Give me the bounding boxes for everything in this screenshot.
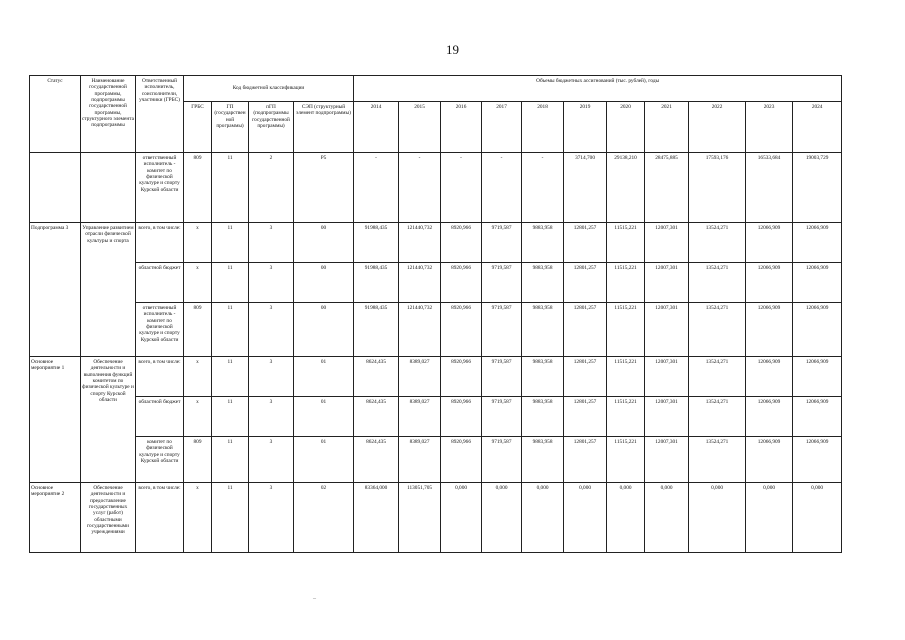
value-cell: 28475,885 [645,153,689,223]
pgp-cell: 3 [249,397,294,437]
grbs-cell: 809 [184,303,212,357]
name-cell [81,153,136,223]
value-cell: 9719,587 [482,437,522,483]
value-cell: 9883,958 [522,437,564,483]
status-cell [30,153,81,223]
value-cell: 12066,909 [793,357,842,397]
header-year: 2018 [522,102,564,153]
header-gp: ГП (государственной программы) [212,102,249,153]
value-cell: 11515,221 [607,397,645,437]
value-cell: 13524,271 [689,263,746,303]
value-cell: 91988,435 [354,223,399,263]
value-cell: 13524,271 [689,357,746,397]
value-cell: 0,000 [564,483,607,553]
value-cell: 11515,221 [607,357,645,397]
grbs-cell: x [184,483,212,553]
header-executor: Ответственный исполнитель, соисполнители, участники (ГРБС) [136,76,184,153]
value-cell: 12066,909 [793,263,842,303]
value-cell: 12007,301 [645,303,689,357]
gp-cell: 11 [212,153,249,223]
pgp-cell: 3 [249,357,294,397]
header-year: 2019 [564,102,607,153]
value-cell: 91988,435 [354,263,399,303]
value-cell: 0,000 [482,483,522,553]
value-cell: 12007,301 [645,357,689,397]
value-cell: 0,000 [522,483,564,553]
table-row [30,483,842,553]
executor-cell: областной бюджет [136,397,184,437]
value-cell: 12801,257 [564,223,607,263]
value-cell: 12007,301 [645,263,689,303]
value-cell: 0,000 [645,483,689,553]
pgp-cell: 3 [249,263,294,303]
value-cell: - [441,153,482,223]
grbs-cell: x [184,397,212,437]
sep-cell: 01 [294,437,354,483]
gp-cell: 11 [212,397,249,437]
value-cell: 12801,257 [564,357,607,397]
header-year: 2016 [441,102,482,153]
name-cell: Управление развитием отрасли физической культуры и спорта [81,223,136,357]
value-cell: 0,000 [689,483,746,553]
status-cell: Основное мероприятие 1 [30,357,81,483]
value-cell: 12066,909 [746,223,793,263]
value-cell: 8389,027 [399,357,441,397]
value-cell: - [354,153,399,223]
gp-cell: 11 [212,437,249,483]
table-body [30,153,842,553]
gp-cell: 11 [212,483,249,553]
gp-cell: 11 [212,223,249,263]
value-cell: 12066,909 [793,437,842,483]
gp-cell: 11 [212,303,249,357]
executor-cell: ответственный исполнитель - комитет по физической культуре и спорту Курской области [136,153,184,223]
value-cell: 12066,909 [793,397,842,437]
grbs-cell: x [184,263,212,303]
value-cell: 12066,909 [746,303,793,357]
budget-table [29,75,842,553]
value-cell: 9719,587 [482,263,522,303]
header-year: 2021 [645,102,689,153]
sep-cell: 00 [294,223,354,263]
value-cell: 3714,700 [564,153,607,223]
value-cell: 16533,684 [746,153,793,223]
header-year: 2022 [689,102,746,153]
value-cell: 8624,435 [354,437,399,483]
status-cell: Подпрограмма 3 [30,223,81,357]
sep-cell: 01 [294,397,354,437]
executor-cell: ответственный исполнитель - комитет по физической культуре и спорту Курской области [136,303,184,357]
value-cell: 9883,958 [522,357,564,397]
value-cell: 9719,587 [482,223,522,263]
value-cell: 12801,257 [564,437,607,483]
value-cell: 12066,909 [746,437,793,483]
table-row [30,303,842,357]
pgp-cell: 3 [249,303,294,357]
executor-cell: комитет по физической культуре и спорту Курской области [136,437,184,483]
value-cell: 13524,271 [689,397,746,437]
table-row [30,263,842,303]
pgp-cell: 3 [249,483,294,553]
value-cell: - [399,153,441,223]
pgp-cell: 2 [249,153,294,223]
status-cell: Основное мероприятие 2 [30,483,81,553]
pgp-cell: 3 [249,437,294,483]
header-year: 2024 [793,102,842,153]
header-grbs: ГРБС [184,102,212,153]
name-cell: Обеспечение деятельности и выполнения функций комитетом по физической культуре и спорту Курской области [81,357,136,483]
header-volume-group: Объемы бюджетных ассигнований (тыс. рублей), годы [354,76,842,102]
value-cell: 12066,909 [793,223,842,263]
value-cell: 0,000 [607,483,645,553]
value-cell: 12801,257 [564,303,607,357]
value-cell: 8389,027 [399,437,441,483]
value-cell: 0,000 [746,483,793,553]
value-cell: 9883,958 [522,223,564,263]
value-cell: 12801,257 [564,397,607,437]
executor-cell: всего, в том числе: [136,483,184,553]
executor-cell: областной бюджет [136,263,184,303]
table-row [30,153,842,223]
sep-cell: 00 [294,263,354,303]
footer-mark: – [313,596,316,602]
value-cell: 19003,729 [793,153,842,223]
header-year: 2014 [354,102,399,153]
value-cell: 8920,966 [441,357,482,397]
value-cell: 8920,966 [441,303,482,357]
executor-cell: всего, в том числе: [136,357,184,397]
value-cell: 8389,027 [399,397,441,437]
executor-cell: всего, в том числе: [136,223,184,263]
value-cell: 29138,210 [607,153,645,223]
sep-cell: 00 [294,303,354,357]
value-cell: 8920,966 [441,437,482,483]
value-cell: 9719,587 [482,397,522,437]
value-cell: 12066,909 [746,263,793,303]
value-cell: 0,000 [793,483,842,553]
header-year: 2015 [399,102,441,153]
table-row [30,437,842,483]
value-cell: 12066,909 [746,357,793,397]
grbs-cell: x [184,223,212,263]
table-row [30,397,842,437]
header-year: 2023 [746,102,793,153]
value-cell: 12007,301 [645,223,689,263]
sep-cell: 01 [294,357,354,397]
table-row [30,357,842,397]
value-cell: 113051,705 [399,483,441,553]
grbs-cell: 809 [184,153,212,223]
header-pgp: пГП (подпрограммы государственной программы) [249,102,294,153]
value-cell: 8624,435 [354,357,399,397]
value-cell: 0,000 [441,483,482,553]
table-row [30,223,842,263]
page-number: 19 [446,42,459,57]
value-cell: 11515,221 [607,303,645,357]
value-cell: 12066,909 [793,303,842,357]
value-cell: 12007,301 [645,397,689,437]
value-cell: - [482,153,522,223]
value-cell: 9719,587 [482,357,522,397]
value-cell: 13524,271 [689,303,746,357]
value-cell: 12066,909 [746,397,793,437]
value-cell: 9883,958 [522,397,564,437]
header-sep: СЭП (структурный элемент подпрограммы) [294,102,354,153]
value-cell: 8920,966 [441,263,482,303]
grbs-cell: 809 [184,437,212,483]
gp-cell: 11 [212,357,249,397]
value-cell: 9883,958 [522,263,564,303]
value-cell: 9719,587 [482,303,522,357]
value-cell: 11515,221 [607,223,645,263]
value-cell: 121440,732 [399,223,441,263]
value-cell: 13524,271 [689,223,746,263]
header-code-group: Код бюджетной классификации [184,76,354,102]
header-status: Статус [30,76,81,153]
value-cell: 12801,257 [564,263,607,303]
sep-cell: 02 [294,483,354,553]
header-name: Наименование государственной программы, подпрограммы государственной программы, структурного элемента подпрограммы [81,76,136,153]
name-cell: Обеспечение деятельности и предоставление государственных услуг (работ) областными государственными учреждениями [81,483,136,553]
gp-cell: 11 [212,263,249,303]
value-cell: 8920,966 [441,397,482,437]
value-cell: 9883,958 [522,303,564,357]
sep-cell: P5 [294,153,354,223]
value-cell: 13524,271 [689,437,746,483]
value-cell: 121440,732 [399,263,441,303]
value-cell: 91988,435 [354,303,399,357]
value-cell: 8920,966 [441,223,482,263]
value-cell: 121440,732 [399,303,441,357]
header-year: 2017 [482,102,522,153]
value-cell: 83364,000 [354,483,399,553]
grbs-cell: x [184,357,212,397]
pgp-cell: 3 [249,223,294,263]
value-cell: 11515,221 [607,263,645,303]
value-cell: 11515,221 [607,437,645,483]
value-cell: 8624,435 [354,397,399,437]
header-year: 2020 [607,102,645,153]
value-cell: - [522,153,564,223]
value-cell: 17593,176 [689,153,746,223]
value-cell: 12007,301 [645,437,689,483]
